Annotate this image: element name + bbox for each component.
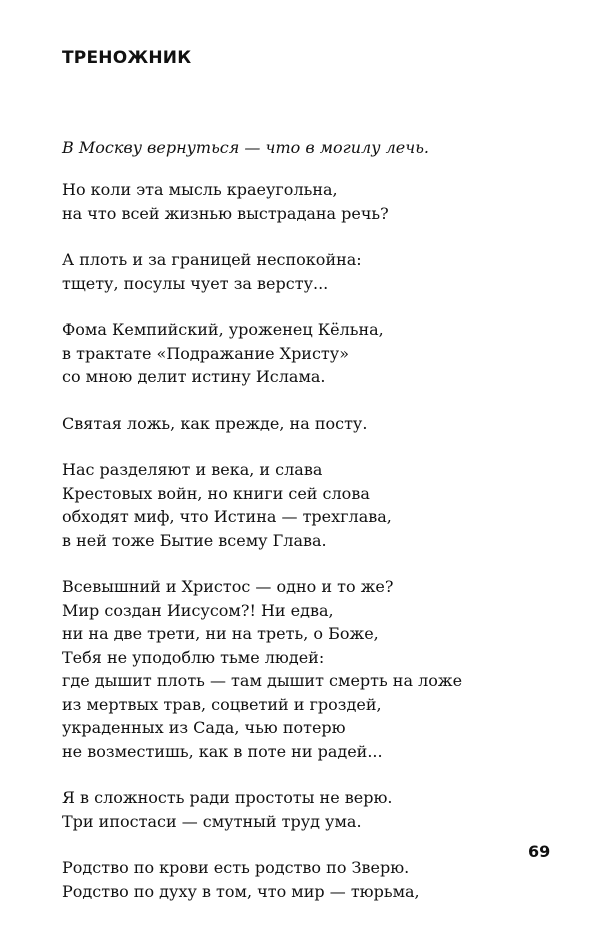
poem-line: Тебя не уподоблю тьме людей: [62, 647, 325, 667]
epigraph: В Москву вернуться — что в могилу лечь. [62, 138, 429, 157]
stanza [62, 575, 462, 763]
poem-line: украденных из Сада, чью потерю [62, 718, 346, 737]
poem-line: Я в сложность ради простоты не верю. [62, 788, 393, 807]
poem-line: Три ипостаси — смутный труд ума. [62, 811, 362, 831]
poem-line: Святая ложь, как прежде, на посту. [62, 413, 368, 433]
poem-line: Родство по духу в том, что мир — тюрьма, [62, 881, 420, 901]
poem-line: из мертвых трав, соцветий и гроздей, [62, 694, 382, 714]
poem-line: ни на две трети, ни на треть, о Боже, [62, 624, 379, 643]
stanza [62, 786, 462, 833]
poem-title: ТРЕНОЖНИК [62, 48, 192, 68]
page-number: 69 [528, 842, 551, 861]
poem-line: Крестовых войн, но книги сей слова [62, 483, 370, 503]
stanza [62, 412, 462, 436]
stanza [62, 318, 462, 389]
poem-body [62, 178, 462, 926]
poem-line: Фома Кемпийский, уроженец Кёльна, [62, 320, 384, 339]
poem-line: на что всей жизнью выстрадана речь? [62, 203, 389, 223]
poem-line: тщету, посулы чует за версту... [62, 273, 329, 293]
poem-line: обходят миф, что Истина — трехглава, [62, 507, 392, 526]
poem-line: в ней тоже Бытие всему Глава. [62, 530, 327, 550]
poem-line: Но коли эта мысль краеугольна, [62, 180, 338, 199]
stanza [62, 178, 462, 225]
stanza [62, 856, 462, 903]
stanza [62, 458, 462, 552]
poem-line: не возместишь, как в поте ни радей... [62, 741, 383, 761]
stanza [62, 248, 462, 295]
poem-line: Всевышний и Христос — одно и то же? [62, 577, 394, 596]
poem-line: А плоть и за границей неспокойна: [62, 250, 362, 269]
poem-line: Родство по крови есть родство по Зверю. [62, 858, 410, 877]
poem-line: со мною делит истину Ислама. [62, 367, 326, 386]
poem-line: Нас разделяют и века, и слава [62, 460, 323, 479]
poem-line: в трактате «Подражание Христу» [62, 343, 349, 363]
poem-line: Мир создан Иисусом?! Ни едва, [62, 600, 334, 620]
poem-line: где дышит плоть — там дышит смерть на ложе [62, 671, 463, 690]
